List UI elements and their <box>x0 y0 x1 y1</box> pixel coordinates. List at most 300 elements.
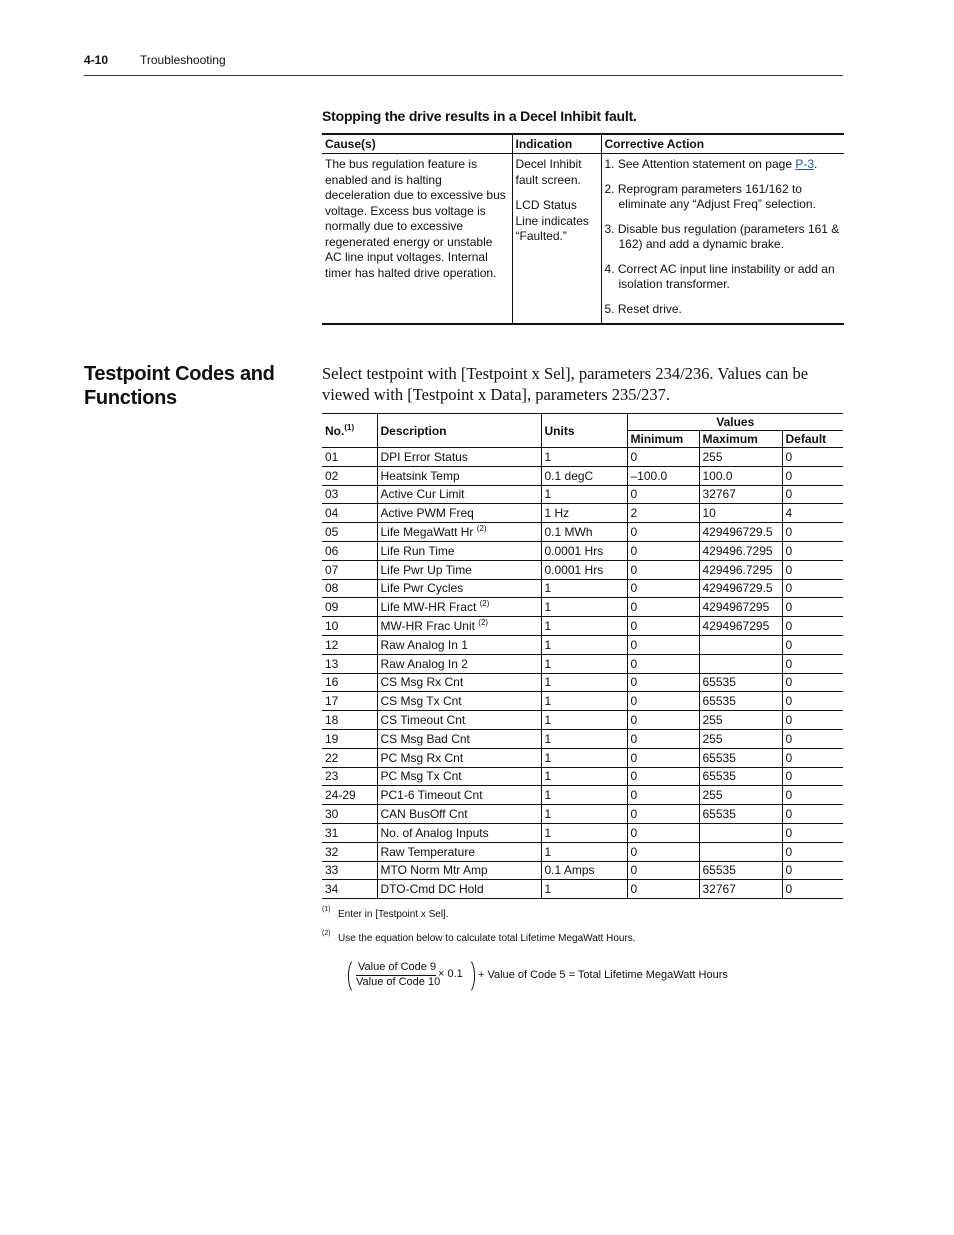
cell-minimum-text: 0 <box>630 788 638 803</box>
cell-default-text: 0 <box>785 844 793 859</box>
cell-description-text: Raw Temperature <box>380 844 475 859</box>
cell-maximum-text: 32767 <box>702 487 736 502</box>
header-rule <box>84 75 843 76</box>
cell-units <box>541 448 627 467</box>
cell-default <box>782 805 843 824</box>
cell-description <box>377 560 541 579</box>
cell-no-text: 22 <box>325 750 339 765</box>
cell-units <box>541 579 627 598</box>
cell-no-text: 04 <box>325 506 339 521</box>
cell-no-text: 02 <box>325 468 339 483</box>
cell-maximum-text: 65535 <box>702 769 736 784</box>
cell-units-text: 1 <box>544 731 552 746</box>
cell-no <box>322 842 377 861</box>
table-row <box>322 635 843 654</box>
col-values: Values <box>627 414 843 431</box>
cell-default-text: 4 <box>785 506 793 521</box>
cell-maximum <box>699 466 782 485</box>
action-text: Correct AC input line instability or add an isolation transformer. <box>617 261 835 291</box>
cell-description <box>377 805 541 824</box>
cell-minimum <box>627 786 699 805</box>
cell-minimum-text: 0 <box>630 807 638 822</box>
cell-description-text: No. of Analog Inputs <box>380 825 489 840</box>
cell-description <box>377 786 541 805</box>
cell-maximum <box>699 673 782 692</box>
cell-maximum <box>699 523 782 542</box>
cell-minimum <box>627 617 699 636</box>
cell-description-text: Active PWM Freq <box>380 506 474 521</box>
cell-default-text: 0 <box>785 675 793 690</box>
cell-units <box>541 823 627 842</box>
action-list <box>605 157 842 317</box>
cell-units <box>541 466 627 485</box>
cell-default <box>782 842 843 861</box>
cell-description <box>377 748 541 767</box>
cell-no <box>322 692 377 711</box>
cell-units-text: 0.1 MWh <box>544 525 593 540</box>
table-row <box>322 823 843 842</box>
cell-no <box>322 485 377 504</box>
table-row <box>322 692 843 711</box>
cell-units-text: 1 <box>544 487 552 502</box>
cell-description-text: PC1-6 Timeout Cnt <box>380 788 483 803</box>
table-row <box>322 466 843 485</box>
cell-default <box>782 504 843 523</box>
cell-maximum <box>699 635 782 654</box>
cell-maximum <box>699 541 782 560</box>
cell-description <box>377 729 541 748</box>
cell-default-text: 0 <box>785 656 793 671</box>
table-row <box>322 485 843 504</box>
table-row <box>322 786 843 805</box>
col-default: Default <box>782 431 843 448</box>
cell-no <box>322 786 377 805</box>
cell-maximum <box>699 485 782 504</box>
cell-default <box>782 598 843 617</box>
footnote-ref: (2) <box>479 599 490 609</box>
cell-description-text: CAN BusOff Cnt <box>380 807 468 822</box>
cell-maximum-text: 65535 <box>702 863 736 878</box>
cell-units-text: 1 <box>544 449 552 464</box>
action-item <box>605 157 842 173</box>
cell-description <box>377 880 541 899</box>
cell-units <box>541 504 627 523</box>
cell-maximum <box>699 823 782 842</box>
cell-maximum <box>699 729 782 748</box>
cell-default <box>782 692 843 711</box>
cell-no <box>322 767 377 786</box>
cell-description-text: DTO-Cmd DC Hold <box>380 882 484 897</box>
cell-units-text: 1 <box>544 807 552 822</box>
cell-description-text: MW-HR Frac Unit <box>380 619 475 634</box>
cell-no <box>322 861 377 880</box>
cell-default-text: 0 <box>785 487 793 502</box>
cell-description-text: Raw Analog In 1 <box>380 637 468 652</box>
cell-no <box>322 635 377 654</box>
cell-minimum-text: 0 <box>630 600 638 615</box>
cell-units-text: 1 <box>544 600 552 615</box>
cell-default-text: 0 <box>785 449 793 464</box>
cell-minimum-text: 0 <box>630 543 638 558</box>
cell-minimum <box>627 485 699 504</box>
cell-description <box>377 617 541 636</box>
cell-default <box>782 523 843 542</box>
cell-maximum-text: 65535 <box>702 675 736 690</box>
cell-default-text: 0 <box>785 543 793 558</box>
cell-maximum-text: 10 <box>702 506 716 521</box>
cell-no <box>322 504 377 523</box>
cell-description <box>377 654 541 673</box>
cell-no-text: 23 <box>325 769 339 784</box>
table-row <box>322 861 843 880</box>
indication-gap <box>516 188 598 198</box>
cell-no-text: 01 <box>325 449 339 464</box>
cell-no <box>322 880 377 899</box>
cell-description-text: CS Timeout Cnt <box>380 713 466 728</box>
cell-description-text: PC Msg Tx Cnt <box>380 769 462 784</box>
cell-units <box>541 861 627 880</box>
cell-units-text: 1 <box>544 750 552 765</box>
cell-no <box>322 448 377 467</box>
cell-default-text: 0 <box>785 713 793 728</box>
cell-default-text: 0 <box>785 600 793 615</box>
col-maximum: Maximum <box>699 431 782 448</box>
footnote-1 <box>322 906 449 920</box>
cell-units <box>541 485 627 504</box>
cell-default <box>782 729 843 748</box>
cell-no <box>322 541 377 560</box>
cell-default <box>782 579 843 598</box>
cell-description <box>377 673 541 692</box>
cell-units-text: 1 <box>544 619 552 634</box>
cell-description <box>377 485 541 504</box>
cell-description <box>377 466 541 485</box>
footnote-ref: (2) <box>476 524 487 534</box>
footnote-mark: (1) <box>322 906 331 913</box>
cell-minimum <box>627 729 699 748</box>
cell-units-text: 1 <box>544 675 552 690</box>
cell-maximum-text: 4294967295 <box>702 600 770 615</box>
action-item <box>605 222 842 253</box>
cell-units <box>541 673 627 692</box>
cell-maximum-text: 429496729.5 <box>702 581 773 596</box>
cell-minimum-text: 0 <box>630 525 638 540</box>
table-row <box>322 448 843 467</box>
cell-description <box>377 692 541 711</box>
cell-minimum-text: 0 <box>630 731 638 746</box>
cell-maximum-text: 429496729.5 <box>702 525 773 540</box>
cell-minimum <box>627 842 699 861</box>
testpoint-table <box>322 413 843 899</box>
table-row <box>322 767 843 786</box>
cell-default <box>782 448 843 467</box>
cell-maximum <box>699 448 782 467</box>
cell-description-text: Life Pwr Cycles <box>380 581 464 596</box>
table-row <box>322 748 843 767</box>
cell-minimum <box>627 504 699 523</box>
cell-no-text: 05 <box>325 525 339 540</box>
table-row <box>322 880 843 899</box>
cell-minimum-text: 0 <box>630 844 638 859</box>
action-number: 3. <box>604 221 615 236</box>
action-item <box>605 262 842 293</box>
cell-minimum-text: 0 <box>630 863 638 878</box>
cell-default <box>782 617 843 636</box>
cell-units-text: 1 <box>544 713 552 728</box>
cell-maximum <box>699 805 782 824</box>
cell-description <box>377 861 541 880</box>
cell-maximum-text: 255 <box>702 713 723 728</box>
cell-no-text: 32 <box>325 844 339 859</box>
cell-description-text: PC Msg Rx Cnt <box>380 750 464 765</box>
cell-no-text: 09 <box>325 600 339 615</box>
cell-default-text: 0 <box>785 562 793 577</box>
cell-description <box>377 598 541 617</box>
cell-minimum <box>627 861 699 880</box>
cell-default <box>782 541 843 560</box>
cell-maximum-text: 100.0 <box>702 468 733 483</box>
footnote-2 <box>322 930 636 944</box>
cell-minimum <box>627 823 699 842</box>
cell-minimum <box>627 635 699 654</box>
indication-cell <box>512 154 601 325</box>
cell-maximum-text: 4294967295 <box>702 619 770 634</box>
cell-minimum <box>627 805 699 824</box>
page-link-p3[interactable]: P-3 <box>795 157 815 171</box>
cell-no-text: 24-29 <box>325 788 356 803</box>
table-row <box>322 579 843 598</box>
cell-description <box>377 541 541 560</box>
cell-minimum <box>627 579 699 598</box>
cell-maximum-text: 32767 <box>702 882 736 897</box>
cell-no-text: 17 <box>325 694 339 709</box>
cell-maximum-text: 255 <box>702 788 723 803</box>
cell-maximum <box>699 711 782 730</box>
cell-maximum <box>699 842 782 861</box>
action-text: Reprogram parameters 161/162 to eliminate any “Adjust Freq” selection. <box>617 181 816 211</box>
cell-minimum-text: 0 <box>630 487 638 502</box>
cell-no <box>322 711 377 730</box>
corrective-action-cell <box>601 154 844 325</box>
cell-description <box>377 767 541 786</box>
cell-default <box>782 786 843 805</box>
footnote-ref: (1) <box>344 422 355 432</box>
cell-maximum <box>699 786 782 805</box>
cell-minimum <box>627 692 699 711</box>
cell-minimum <box>627 448 699 467</box>
cell-description-text: MTO Norm Mtr Amp <box>380 863 488 878</box>
action-item <box>605 302 842 318</box>
cell-maximum <box>699 692 782 711</box>
col-corrective-action: Corrective Action <box>601 134 844 154</box>
cell-units-text: 0.1 degC <box>544 468 594 483</box>
col-units: Units <box>541 414 627 448</box>
cell-units <box>541 729 627 748</box>
page-number: 4-10 <box>84 53 109 67</box>
cell-maximum-text: 65535 <box>702 694 736 709</box>
cell-default-text: 0 <box>785 581 793 596</box>
cell-description <box>377 504 541 523</box>
intro-paragraph: Select testpoint with [Testpoint x Sel], parameters 234/236. Values can be viewed with [Testpoint x Data], parameters 235/237. <box>322 364 809 404</box>
cell-default-text: 0 <box>785 468 793 483</box>
cell-minimum <box>627 466 699 485</box>
cell-description-text: Life MegaWatt Hr <box>380 525 474 540</box>
testpoint-rows <box>322 448 843 899</box>
section-title: Troubleshooting <box>140 53 226 67</box>
cell-units-text: 1 <box>544 581 552 596</box>
cell-default-text: 0 <box>785 863 793 878</box>
cell-default <box>782 673 843 692</box>
table-row <box>322 598 843 617</box>
cell-maximum-text: 255 <box>702 449 723 464</box>
cell-description-text: CS Msg Tx Cnt <box>380 694 462 709</box>
action-number: 2. <box>604 181 615 196</box>
cell-units-text: 1 <box>544 694 552 709</box>
cause-cell: The bus regulation feature is enabled and is halting deceleration due to excessive bus voltage. Excess bus voltage is normally due to excessive regenerated energy or unstable AC line input voltages. Internal timer has halted drive operation. <box>322 154 512 325</box>
cell-minimum-text: 0 <box>630 581 638 596</box>
cell-maximum <box>699 880 782 899</box>
footnote-ref: (2) <box>478 618 489 628</box>
cell-minimum-text: 0 <box>630 882 638 897</box>
action-text: Reset drive. <box>617 301 682 316</box>
cell-default-text: 0 <box>785 750 793 765</box>
cell-units <box>541 635 627 654</box>
cell-minimum-text: 0 <box>630 750 638 765</box>
cell-units-text: 1 <box>544 788 552 803</box>
col-description: Description <box>377 414 541 448</box>
cell-default <box>782 823 843 842</box>
table-row <box>322 805 843 824</box>
cell-default-text: 0 <box>785 807 793 822</box>
table-row <box>322 711 843 730</box>
cell-units <box>541 711 627 730</box>
cell-no <box>322 560 377 579</box>
col-causes: Cause(s) <box>322 134 512 154</box>
table-row <box>322 729 843 748</box>
formula-denominator: Value of Code 10 <box>356 976 441 988</box>
footnote-text: Use the equation below to calculate total Lifetime MegaWatt Hours. <box>338 933 636 944</box>
cell-no <box>322 673 377 692</box>
testpoint-header-row <box>322 414 843 431</box>
cell-default-text: 0 <box>785 525 793 540</box>
col-indication: Indication <box>512 134 601 154</box>
cell-minimum-text: 0 <box>630 675 638 690</box>
cell-units-text: 1 <box>544 769 552 784</box>
table-row <box>322 617 843 636</box>
cell-no-text: 18 <box>325 713 339 728</box>
cell-minimum-text: 0 <box>630 656 638 671</box>
cell-units-text: 1 <box>544 656 552 671</box>
cell-units <box>541 767 627 786</box>
cell-description <box>377 523 541 542</box>
action-number: 1. <box>604 157 615 171</box>
cell-units <box>541 654 627 673</box>
cell-minimum-text: 0 <box>630 619 638 634</box>
cell-description <box>377 448 541 467</box>
decel-inhibit-table <box>322 133 844 325</box>
cell-default <box>782 748 843 767</box>
col-no: No.$^{(1)}$ <box>322 414 377 448</box>
cell-no-text: 06 <box>325 543 339 558</box>
cell-default-text: 0 <box>785 637 793 652</box>
cell-default-text: 0 <box>785 788 793 803</box>
cell-minimum <box>627 748 699 767</box>
cell-minimum-text: 0 <box>630 769 638 784</box>
table-row <box>322 842 843 861</box>
cell-minimum <box>627 523 699 542</box>
cell-default-text: 0 <box>785 731 793 746</box>
cell-default <box>782 767 843 786</box>
cell-units <box>541 617 627 636</box>
cell-minimum-text: 0 <box>630 637 638 652</box>
cell-default <box>782 560 843 579</box>
cell-no-text: 16 <box>325 675 339 690</box>
cell-no <box>322 748 377 767</box>
cell-units <box>541 541 627 560</box>
cell-no-text: 13 <box>325 656 339 671</box>
cell-no-text: 34 <box>325 882 339 897</box>
cell-default <box>782 711 843 730</box>
cell-units <box>541 692 627 711</box>
cell-default <box>782 635 843 654</box>
cell-no-text: 12 <box>325 637 339 652</box>
cell-no-text: 31 <box>325 825 339 840</box>
cell-minimum-text: 0 <box>630 562 638 577</box>
cell-minimum <box>627 560 699 579</box>
action-text: Disable bus regulation (parameters 161 & 162) and add a dynamic brake. <box>617 221 840 251</box>
cell-no-text: 07 <box>325 562 339 577</box>
cell-default-text: 0 <box>785 619 793 634</box>
cell-no <box>322 466 377 485</box>
cell-minimum-text: 2 <box>630 506 638 521</box>
cell-default-text: 0 <box>785 825 793 840</box>
footnote-text: Enter in [Testpoint x Sel]. <box>338 909 449 920</box>
cell-minimum <box>627 598 699 617</box>
indication-line: Decel Inhibit fault screen. <box>515 157 582 187</box>
cell-maximum <box>699 748 782 767</box>
cell-units <box>541 842 627 861</box>
cell-units-text: 1 <box>544 844 552 859</box>
cell-units <box>541 786 627 805</box>
right-paren <box>466 958 475 994</box>
cell-description-text: Heatsink Temp <box>380 468 460 483</box>
formula-numerator: Value of Code 9 <box>358 961 437 973</box>
cell-units-text: 0.1 Amps <box>544 863 595 878</box>
cell-minimum-text: 0 <box>630 449 638 464</box>
cell-default <box>782 861 843 880</box>
cell-maximum-text: 65535 <box>702 750 736 765</box>
cell-maximum-text: 65535 <box>702 807 736 822</box>
table-row <box>322 673 843 692</box>
cell-units <box>541 523 627 542</box>
cell-maximum <box>699 504 782 523</box>
fault-row <box>322 154 844 325</box>
cell-no-text: 19 <box>325 731 339 746</box>
cell-minimum <box>627 654 699 673</box>
cell-maximum <box>699 654 782 673</box>
cell-maximum <box>699 598 782 617</box>
cell-no-text: 03 <box>325 487 339 502</box>
cell-minimum-text: –100.0 <box>630 468 668 483</box>
cell-description <box>377 579 541 598</box>
cell-units <box>541 880 627 899</box>
cell-description <box>377 823 541 842</box>
cell-description <box>377 635 541 654</box>
formula-rest: + Value of Code 5 = Total Lifetime MegaWatt Hours <box>478 969 728 981</box>
action-number: 4. <box>604 261 615 276</box>
table-row <box>322 560 843 579</box>
cell-minimum <box>627 673 699 692</box>
